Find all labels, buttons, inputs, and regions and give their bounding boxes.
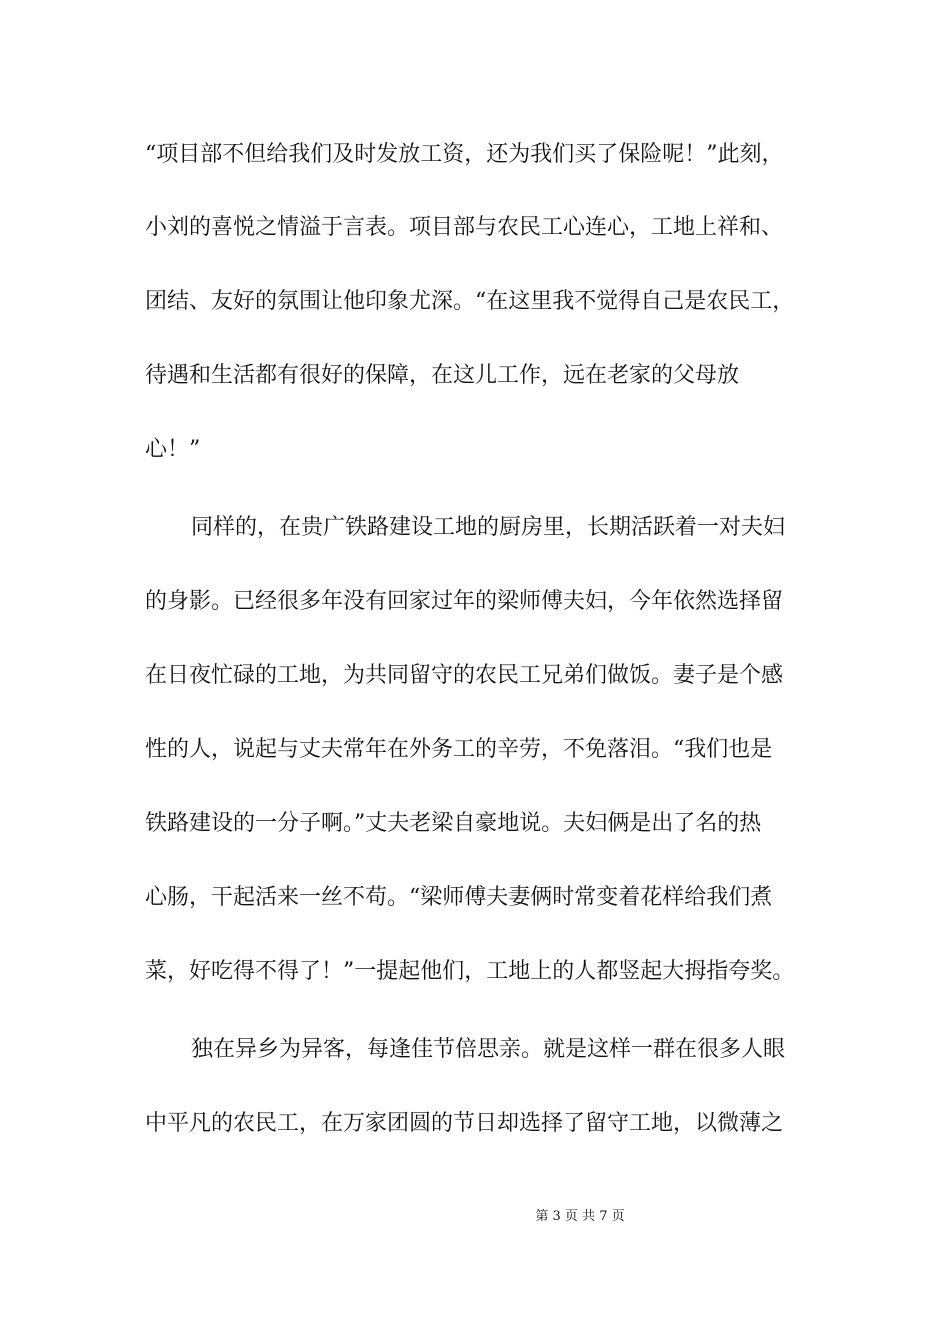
text-line: 团结、友好的氛围让他印象尤深。“在这里我不觉得自己是农民工， xyxy=(145,289,795,314)
page-number: 第 3 页 共 7 页 xyxy=(535,1209,625,1224)
text-line: “项目部不但给我们及时发放工资，还为我们买了保险呢！”此刻， xyxy=(145,142,784,167)
paragraph-first-line: 同样的，在贵广铁路建设工地的厨房里，长期活跃着一对夫妇 xyxy=(191,515,786,540)
text-line: 中平凡的农民工，在万家团圆的节日却选择了留守工地，以微薄之 xyxy=(145,1111,784,1136)
text-line: 心！” xyxy=(145,437,201,462)
paragraph-first-line: 独在异乡为异客，每逢佳节倍思亲。就是这样一群在很多人眼 xyxy=(191,1037,786,1062)
text-line: 小刘的喜悦之情溢于言表。项目部与农民工心连心，工地上祥和、 xyxy=(145,215,784,240)
text-line: 性的人，说起与丈夫常年在外务工的辛劳，不免落泪。“我们也是 xyxy=(145,737,773,762)
text-line: 在日夜忙碌的工地，为共同留守的农民工兄弟们做饭。妻子是个感 xyxy=(145,663,784,688)
text-line: 菜，好吃得不得了！”一提起他们，工地上的人都竖起大拇指夸奖。 xyxy=(145,959,795,984)
text-line: 铁路建设的一分子啊。”丈夫老梁自豪地说。夫妇俩是出了名的热 xyxy=(145,811,762,836)
text-line: 待遇和生活都有很好的保障，在这儿工作，远在老家的父母放 xyxy=(145,363,740,388)
text-line: 心肠，干起活来一丝不苟。“梁师傅夫妻俩时常变着花样给我们煮 xyxy=(145,885,773,910)
text-line: 的身影。已经很多年没有回家过年的梁师傅夫妇，今年依然选择留 xyxy=(145,589,784,614)
